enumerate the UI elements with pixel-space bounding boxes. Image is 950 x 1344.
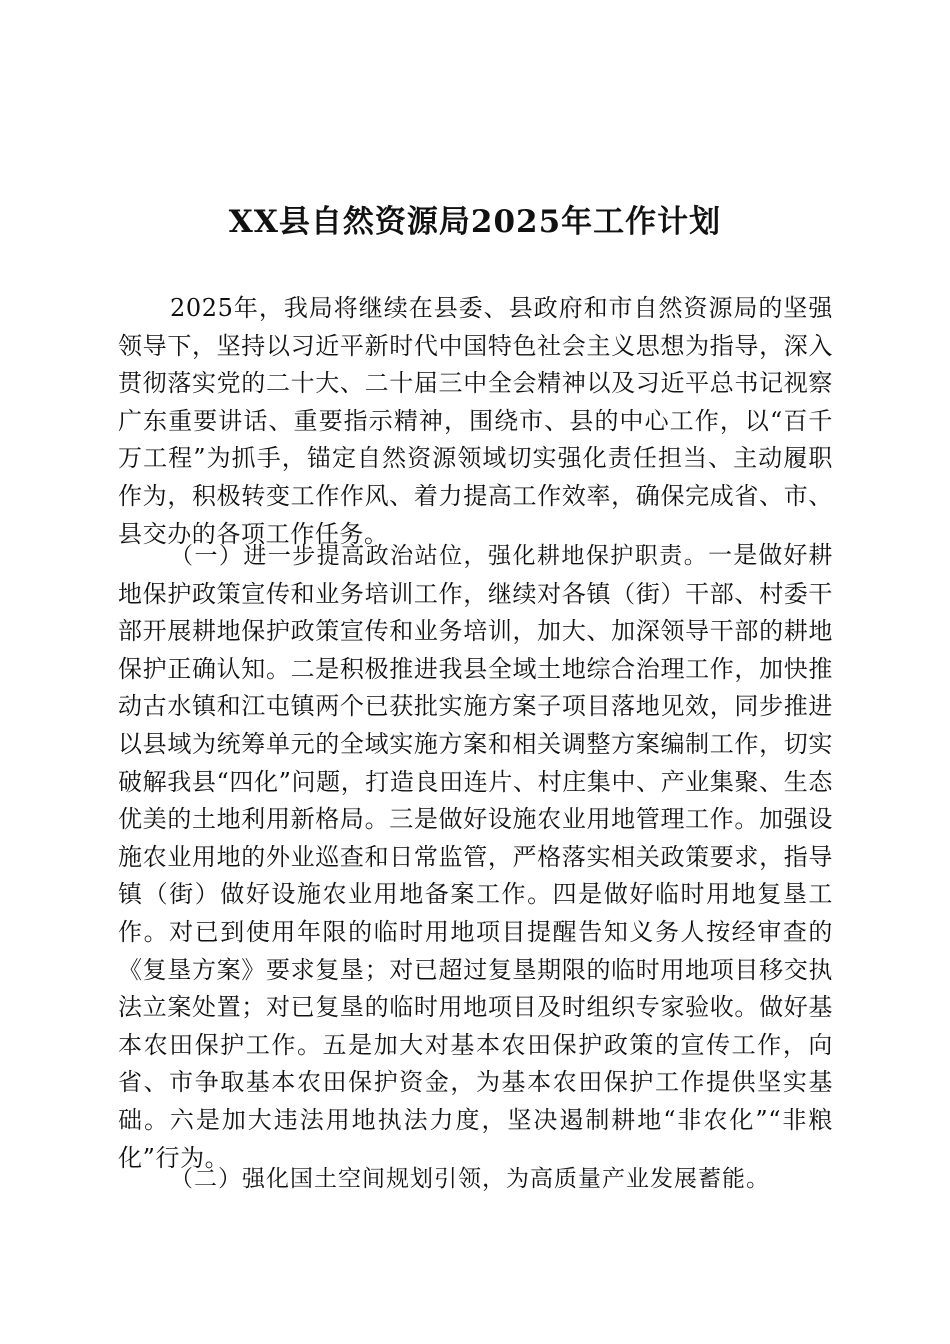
document-title: XX县自然资源局2025年工作计划: [228, 204, 722, 240]
section-1-heading: （一）进一步提高政治站位，强化耕地保护职责。: [170, 543, 709, 569]
section-1-body: 一是做好耕地保护政策宣传和业务培训工作，继续对各镇（街）干部、村委干部开展耕地保护政策宣传和业务培训，加大、加深领导干部的耕地保护正确认知。二是积极推进我县全域土地综合治理工作，加快推动古水镇和江屯镇两个已获批实施方案子项目落地见效，同步推进以县域为统筹单元的全域实施方案和相关调整方案编制工作，切实破解我县“四化”问题，打造良田连片、村庄集中、产业集聚、生态优美的土地利用新格局。三是做好设施农业用地管理工作。加强设施农业用地的外业巡查和日常监管，严格落实相关政策要求，指导镇（街）做好设施农业用地备案工作。四是做好临时用地复垦工作。对已到使用年限的临时用地项目提醒告知义务人按经审查的《复垦方案》要求复垦；对已超过复垦期限的临时用地项目移交执法立案处置；对已复垦的临时用地项目及时组织专家验收。做好基本农田保护工作。五是加大对基本农田保护政策的宣传工作，向省、市争取基本农田保护资金，为基本农田保护工作提供坚实基础。六是加大违法用地执法力度，坚决遏制耕地“非农化”“非粮化”行为。: [118, 541, 834, 1172]
section-1-paragraph: [118, 537, 833, 1177]
intro-paragraph: 2025年，我局将继续在县委、县政府和市自然资源局的坚强领导下，坚持以习近平新时代中国特色社会主义思想为指导，深入贯彻落实党的二十大、二十届三中全会精神以及习近平总书记视察广东重要讲话、重要指示精神，围绕市、县的中心工作，以“百千万工程”为抓手，锚定自然资源领域切实强化责任担当、主动履职作为，积极转变工作作风、着力提高工作效率，确保完成省、市、县交办的各项工作任务。: [118, 294, 833, 548]
section-2-paragraph: [118, 1160, 833, 1199]
section-2-heading: （二）强化国土空间规划引领，为高质量产业发展蓄能。: [170, 1166, 770, 1192]
